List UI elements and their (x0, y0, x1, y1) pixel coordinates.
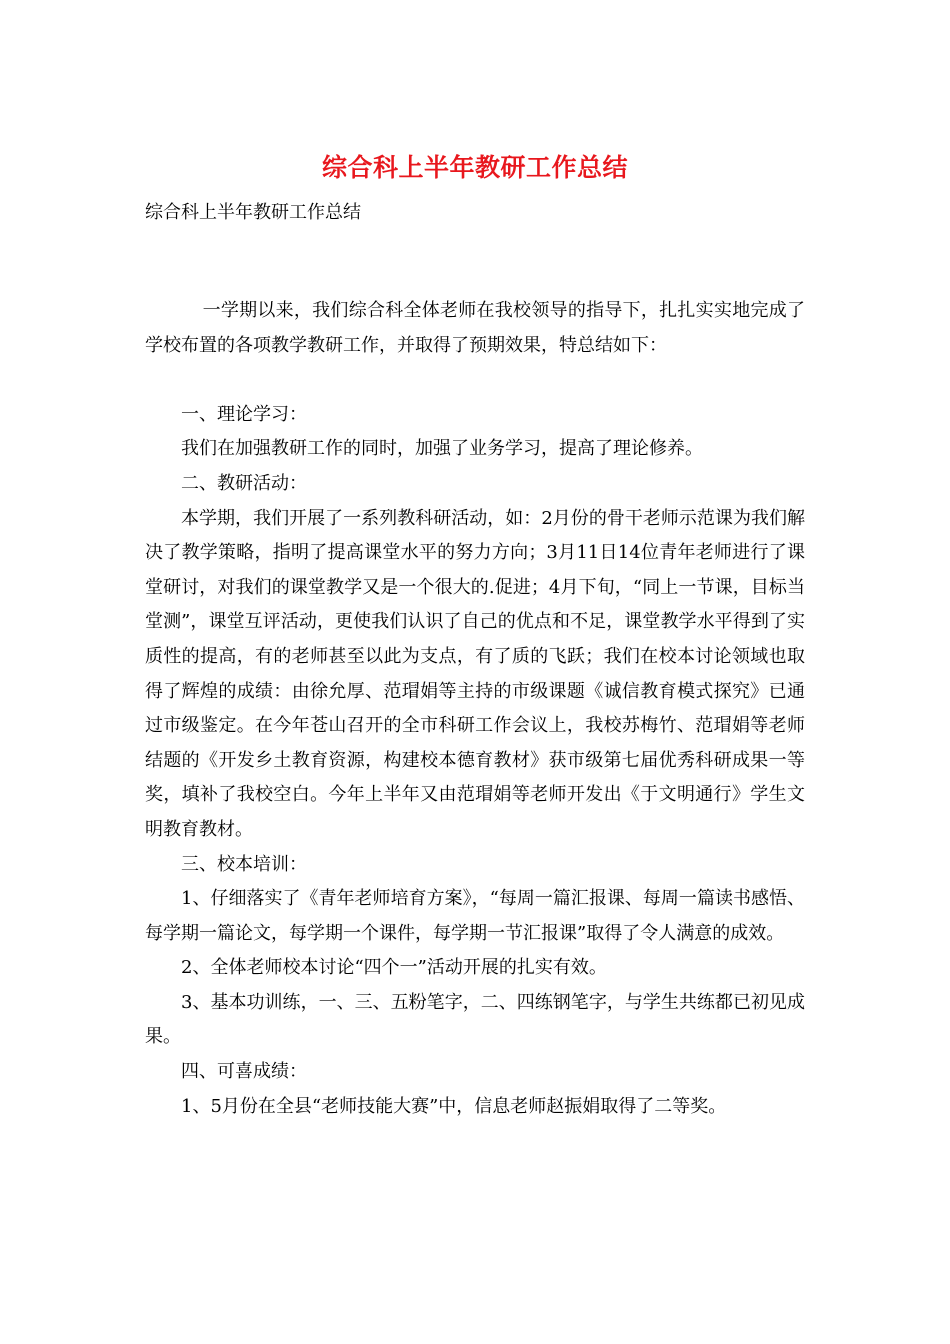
intro-paragraph: 一学期以来，我们综合科全体老师在我校领导的指导下，扎扎实实地完成了学校布置的各项教学教研工作，并取得了预期效果，特总结如下： (145, 300, 805, 356)
document-subtitle: 综合科上半年教研工作总结 (145, 202, 361, 223)
paragraph-results-1: 1、5月份在全县“老师技能大赛”中，信息老师赵振娟取得了二等奖。 (181, 1095, 727, 1117)
document-title: 综合科上半年教研工作总结 (321, 153, 628, 182)
document-body (145, 294, 805, 1124)
section-heading-theory: 一、理论学习： (181, 403, 307, 425)
paragraph-training-3: 3、基本功训练，一、三、五粉笔字，二、四练钢笔字，与学生共练都已初见成果。 (145, 991, 805, 1048)
paragraph-research: 本学期，我们开展了一系列教科研活动，如：2月份的骨干老师示范课为我们解决了教学策略，指明了提高课堂水平的努力方向；3月11日14位青年老师进行了课堂研讨，对我们的课堂教学又是一个很大的.促进；4月下旬，“同上一节课，目标当堂测”，课堂互评活动，更使我们认识了自己的优点和不足，课堂教学水平得到了实质性的提高，有的老师甚至以此为支点，有了质的飞跃；我们在校本讨论领域也取得了辉煌的成绩：由徐允厚、范瑁娟等主持的市级课题《诚信教育模式探究》已通过市级鉴定。在今年苍山召开的全市科研工作会议上，我校苏梅竹、范瑁娟等老师结题的《开发乡土教育资源，构建校本德育教材》获市级第七届优秀科研成果一等奖，填补了我校空白。今年上半年又由范瑁娟等老师开发出《于文明通行》学生文明教育教材。 (145, 507, 805, 840)
section-heading-training: 三、校本培训： (181, 853, 307, 875)
section-heading-results: 四、可喜成绩： (181, 1061, 307, 1083)
paragraph-training-2: 2、全体老师校本讨论“四个一”活动开展的扎实有效。 (181, 957, 607, 979)
paragraph-theory: 我们在加强教研工作的同时，加强了业务学习，提高了理论修养。 (181, 438, 703, 460)
paragraph-training-1: 1、仔细落实了《青年老师培育方案》，“每周一篇汇报课、每周一篇读书感悟、每学期一篇论文，每学期一个课件，每学期一节汇报课”取得了令人满意的成效。 (145, 888, 805, 944)
section-heading-research: 二、教研活动： (181, 472, 307, 494)
